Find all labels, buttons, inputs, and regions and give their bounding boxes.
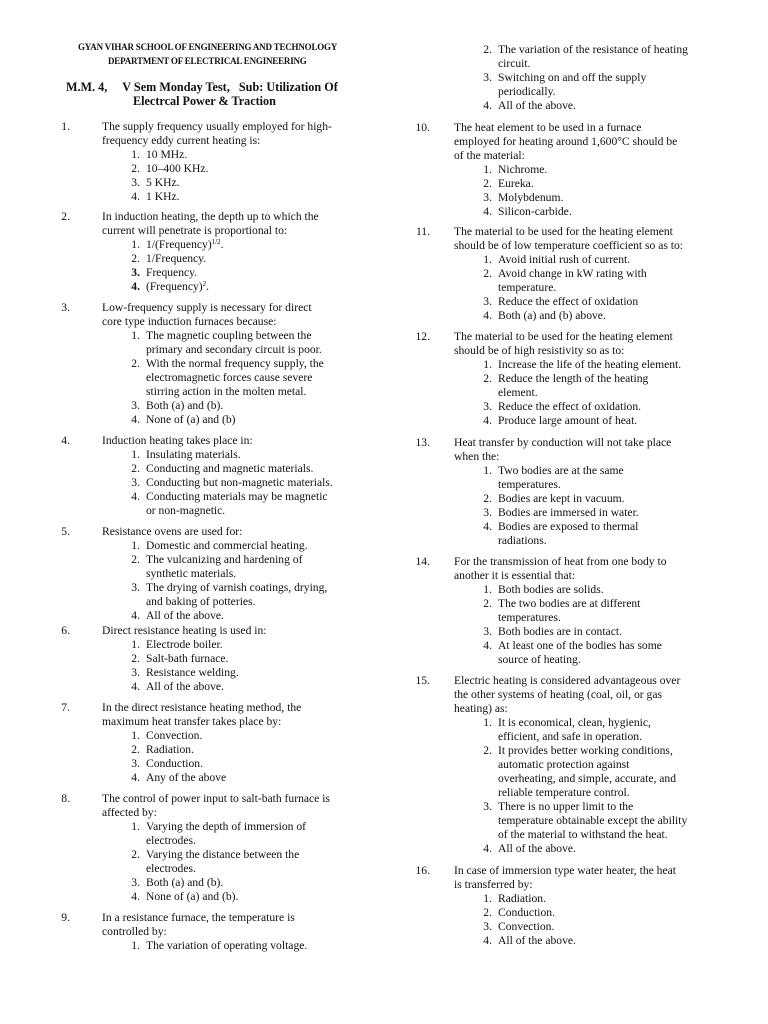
option-item — [472, 492, 762, 506]
option-text: primary and secondary circuit is poor. — [146, 343, 322, 356]
option-number: 1. — [483, 583, 492, 596]
option-text: Both (a) and (b) above. — [498, 309, 606, 322]
option-item — [120, 553, 378, 581]
option-number: 1. — [131, 820, 140, 833]
option-number: 4. — [131, 609, 140, 622]
option-number: 4. — [131, 771, 140, 784]
option-number: 2. — [131, 357, 140, 370]
question-text: In a resistance furnace, the temperature is — [102, 911, 295, 924]
option-item — [120, 820, 378, 848]
option-number: 1. — [483, 892, 492, 905]
option-text: 1 KHz. — [146, 190, 180, 203]
question-number: 2. — [61, 210, 70, 223]
option-item — [472, 744, 762, 800]
option-number: 3. — [131, 757, 140, 770]
question-item — [384, 555, 768, 583]
option-text: 1/Frequency. — [146, 252, 207, 265]
option-text: Both bodies are solids. — [498, 583, 604, 596]
question-text: Electric heating is considered advantageous over — [454, 674, 681, 687]
option-text: Conducting and magnetic materials. — [146, 462, 314, 475]
option-text: 1/(Frequency)$^{1/2}$. — [146, 238, 224, 251]
option-text: Resistance welding. — [146, 666, 239, 679]
option-text: All of the above. — [146, 609, 224, 622]
question-text: Induction heating takes place in: — [102, 434, 253, 447]
question-text: The supply frequency usually employed for high- — [102, 120, 332, 133]
question-number: 4. — [61, 434, 70, 447]
option-text: overheating, and simple, accurate, and — [498, 772, 677, 785]
test-title-line2: Electrcal Power & Traction — [133, 94, 276, 108]
option-number: 3. — [131, 176, 140, 189]
question-number: 11. — [415, 225, 430, 238]
option-text: Avoid change in kW rating with — [498, 267, 647, 280]
option-item — [120, 252, 378, 266]
option-text: Radiation. — [146, 743, 194, 756]
test-title-line1: M.M. 4, V Sem Monday Test, Sub: Utilization Of — [66, 80, 338, 94]
option-text: electrodes. — [146, 862, 196, 875]
option-item — [472, 205, 762, 219]
option-text: Both bodies are in contact. — [498, 625, 622, 638]
option-number: 3. — [131, 581, 140, 594]
question-text: Resistance ovens are used for: — [102, 525, 243, 538]
option-item — [472, 520, 762, 548]
option-item — [120, 680, 378, 694]
option-item — [120, 609, 378, 623]
question-number: 6. — [61, 624, 70, 637]
option-text: Any of the above — [146, 771, 227, 784]
question-number: 14. — [415, 555, 430, 568]
option-item — [120, 539, 378, 553]
question-text: In case of immersion type water heater, the heat — [454, 864, 676, 877]
option-text: circuit. — [498, 57, 531, 70]
option-text: All of the above. — [146, 680, 224, 693]
option-number: 3. — [131, 476, 140, 489]
option-number: 3. — [131, 876, 140, 889]
option-number: 2. — [131, 162, 140, 175]
option-number: 2. — [483, 43, 492, 56]
option-number: 3. — [483, 506, 492, 519]
question-text: the other systems of heating (coal, oil, or gas — [454, 688, 662, 701]
option-number: 2. — [483, 372, 492, 385]
option-text: periodically. — [498, 85, 556, 98]
question-text: The heat element to be used in a furnace — [454, 121, 642, 134]
question-item — [384, 121, 768, 163]
question-item — [384, 330, 768, 358]
option-item — [120, 329, 378, 357]
option-item — [472, 625, 762, 639]
option-item — [472, 253, 762, 267]
option-number: 3. — [131, 666, 140, 679]
option-number: 3. — [483, 191, 492, 204]
question-text: when the: — [454, 450, 500, 463]
question-text: heating) as: — [454, 702, 508, 715]
option-number: 3. — [131, 266, 140, 279]
option-text: efficient, and safe in operation. — [498, 730, 643, 743]
option-item — [472, 906, 762, 920]
option-text: The two bodies are at different — [498, 597, 641, 610]
option-text: Domestic and commercial heating. — [146, 539, 308, 552]
option-number: 4. — [483, 842, 492, 855]
option-number: 1. — [131, 539, 140, 552]
option-item — [472, 400, 762, 414]
option-number: 2. — [131, 462, 140, 475]
option-text: synthetic materials. — [146, 567, 237, 580]
option-item — [120, 238, 378, 252]
option-text: Conducting materials may be magnetic — [146, 490, 328, 503]
option-text: Produce large amount of heat. — [498, 414, 638, 427]
question-text: affected by: — [102, 806, 157, 819]
option-number: 1. — [131, 939, 140, 952]
option-text: There is no upper limit to the — [498, 800, 634, 813]
option-item — [472, 267, 762, 295]
option-number: 1. — [131, 729, 140, 742]
option-text: It is economical, clean, hygienic, — [498, 716, 651, 729]
department-name: DEPARTMENT OF ELECTRICAL ENGINEERING — [108, 56, 307, 66]
question-text: In induction heating, the depth up to which the — [102, 210, 319, 223]
option-item — [120, 413, 378, 427]
option-number: 3. — [483, 800, 492, 813]
option-text: All of the above. — [498, 99, 576, 112]
question-item — [384, 225, 768, 253]
option-item — [472, 99, 762, 113]
option-text: electromagnetic forces cause severe — [146, 371, 313, 384]
option-number: 3. — [131, 399, 140, 412]
option-text: temperature. — [498, 281, 557, 294]
option-number: 1. — [131, 638, 140, 651]
option-number: 4. — [483, 414, 492, 427]
option-item — [120, 280, 378, 294]
option-item — [472, 716, 762, 744]
option-text: temperature obtainable except the ability — [498, 814, 688, 827]
option-number: 3. — [483, 920, 492, 933]
option-text: Two bodies are at the same — [498, 464, 624, 477]
option-number: 2. — [483, 744, 492, 757]
option-text: Varying the depth of immersion of — [146, 820, 307, 833]
option-item — [472, 163, 762, 177]
option-text: of the material to withstand the heat. — [498, 828, 668, 841]
question-text: Direct resistance heating is used in: — [102, 624, 267, 637]
option-item — [472, 920, 762, 934]
option-item — [120, 581, 378, 609]
option-number: 2. — [131, 652, 140, 665]
option-number: 2. — [131, 743, 140, 756]
option-item — [120, 652, 378, 666]
option-text: The drying of varnish coatings, drying, — [146, 581, 328, 594]
option-text: Increase the life of the heating element. — [498, 358, 682, 371]
option-number: 1. — [483, 163, 492, 176]
option-text: temperatures. — [498, 611, 561, 624]
option-item — [120, 176, 378, 190]
option-number: 3. — [483, 295, 492, 308]
option-text: temperatures. — [498, 478, 561, 491]
option-item — [472, 309, 762, 323]
question-text: employed for heating around 1,600°C should be — [454, 135, 678, 148]
question-number: 10. — [415, 121, 430, 134]
question-item — [0, 792, 384, 820]
option-text: Varying the distance between the — [146, 848, 300, 861]
question-text: Heat transfer by conduction will not take place — [454, 436, 672, 449]
option-number: 4. — [131, 890, 140, 903]
option-item — [472, 414, 762, 428]
question-number: 12. — [415, 330, 430, 343]
option-text: Reduce the length of the heating — [498, 372, 649, 385]
option-number: 1. — [131, 448, 140, 461]
question-item — [0, 701, 384, 729]
question-item — [0, 210, 384, 238]
option-text: Conducting but non-magnetic materials. — [146, 476, 333, 489]
option-item — [472, 892, 762, 906]
option-number: 1. — [483, 716, 492, 729]
option-text: The variation of the resistance of heating — [498, 43, 688, 56]
option-text: All of the above. — [498, 842, 576, 855]
option-number: 2. — [131, 553, 140, 566]
question-text: The material to be used for the heating element — [454, 330, 673, 343]
option-text: stirring action in the molten metal. — [146, 385, 307, 398]
question-text: For the transmission of heat from one body to — [454, 555, 667, 568]
superscript: 1/2 — [211, 238, 221, 246]
option-number: 4. — [131, 190, 140, 203]
option-text: Eureka. — [498, 177, 534, 190]
option-text: All of the above. — [498, 934, 576, 947]
option-text: Insulating materials. — [146, 448, 241, 461]
option-item — [120, 448, 378, 462]
option-text: 10 MHz. — [146, 148, 188, 161]
question-text: The control of power input to salt-bath furnace is — [102, 792, 330, 805]
option-item — [120, 890, 378, 904]
option-number: 3. — [483, 400, 492, 413]
question-item — [384, 864, 768, 892]
option-number: 2. — [483, 597, 492, 610]
option-text: At least one of the bodies has some — [498, 639, 662, 652]
option-number: 4. — [483, 639, 492, 652]
option-text: Bodies are exposed to thermal — [498, 520, 639, 533]
option-text: and baking of potteries. — [146, 595, 256, 608]
question-number: 9. — [61, 911, 70, 924]
question-text: should be of high resistivity so as to: — [454, 344, 625, 357]
option-item — [120, 399, 378, 413]
option-text: automatic protection against — [498, 758, 630, 771]
option-item — [120, 771, 378, 785]
option-item — [472, 639, 762, 667]
option-number: 4. — [483, 520, 492, 533]
option-item — [120, 876, 378, 890]
option-item — [472, 464, 762, 492]
option-item — [120, 490, 378, 518]
option-number: 1. — [483, 464, 492, 477]
option-item — [120, 357, 378, 399]
option-item — [472, 43, 762, 71]
option-item — [472, 71, 762, 99]
option-number: 2. — [483, 267, 492, 280]
question-number: 13. — [415, 436, 430, 449]
option-text: None of (a) and (b). — [146, 890, 239, 903]
option-number: 2. — [131, 252, 140, 265]
option-number: 3. — [483, 625, 492, 638]
option-number: 4. — [131, 280, 140, 293]
option-text: element. — [498, 386, 538, 399]
option-text: Reduce the effect of oxidation. — [498, 400, 642, 413]
option-text: Convection. — [146, 729, 203, 742]
option-text: Nichrome. — [498, 163, 548, 176]
question-number: 3. — [61, 301, 70, 314]
question-text: controlled by: — [102, 925, 167, 938]
option-item — [472, 191, 762, 205]
option-text: Switching on and off the supply — [498, 71, 647, 84]
option-text: or non-magnetic. — [146, 504, 226, 517]
option-text: 10–400 KHz. — [146, 162, 209, 175]
question-number: 8. — [61, 792, 70, 805]
option-item — [120, 162, 378, 176]
option-item — [120, 848, 378, 876]
question-text: maximum heat transfer takes place by: — [102, 715, 282, 728]
option-text: Conduction. — [146, 757, 204, 770]
option-item — [472, 583, 762, 597]
option-text: Convection. — [498, 920, 555, 933]
question-text: In the direct resistance heating method, the — [102, 701, 302, 714]
option-item — [120, 939, 378, 953]
option-number: 4. — [131, 413, 140, 426]
question-text: core type induction furnaces because: — [102, 315, 277, 328]
option-text: The variation of operating voltage. — [146, 939, 308, 952]
option-item — [472, 934, 762, 948]
option-number: 1. — [131, 148, 140, 161]
option-number: 4. — [483, 934, 492, 947]
option-item — [472, 177, 762, 191]
option-text: Avoid initial rush of current. — [498, 253, 631, 266]
option-text: Molybdenum. — [498, 191, 564, 204]
question-item — [0, 911, 384, 939]
option-text: radiations. — [498, 534, 547, 547]
question-text: should be of low temperature coefficient so as to: — [454, 239, 684, 252]
option-number: 1. — [131, 238, 140, 251]
question-item — [384, 674, 768, 716]
question-text: Low-frequency supply is necessary for direct — [102, 301, 312, 314]
option-item — [120, 462, 378, 476]
option-text: source of heating. — [498, 653, 581, 666]
institution-name: GYAN VIHAR SCHOOL OF ENGINEERING AND TECHNOLOGY — [78, 42, 338, 52]
option-item — [120, 190, 378, 204]
question-number: 16. — [415, 864, 430, 877]
option-number: 2. — [483, 906, 492, 919]
question-text: another it is essential that: — [454, 569, 576, 582]
option-item — [120, 757, 378, 771]
option-text: Bodies are kept in vacuum. — [498, 492, 625, 505]
option-number: 4. — [483, 205, 492, 218]
option-item — [120, 638, 378, 652]
option-text: Radiation. — [498, 892, 546, 905]
option-number: 3. — [483, 71, 492, 84]
option-text: 5 KHz. — [146, 176, 180, 189]
question-item — [0, 120, 384, 148]
question-text: The material to be used for the heating element — [454, 225, 673, 238]
option-text: With the normal frequency supply, the — [146, 357, 324, 370]
question-item — [0, 434, 384, 448]
option-item — [472, 506, 762, 520]
option-item — [120, 743, 378, 757]
option-number: 1. — [131, 329, 140, 342]
option-text: The magnetic coupling between the — [146, 329, 312, 342]
option-text: Both (a) and (b). — [146, 399, 224, 412]
option-number: 2. — [483, 492, 492, 505]
option-number: 4. — [131, 680, 140, 693]
option-number: 2. — [483, 177, 492, 190]
option-text: Reduce the effect of oxidation — [498, 295, 639, 308]
question-item — [0, 301, 384, 329]
option-text: Salt-bath furnace. — [146, 652, 229, 665]
question-text: is transferred by: — [454, 878, 533, 891]
question-item — [0, 525, 384, 539]
question-text: current will penetrate is proportional to: — [102, 224, 288, 237]
option-text: Bodies are immersed in water. — [498, 506, 639, 519]
option-item — [120, 148, 378, 162]
question-item — [0, 624, 384, 638]
question-number: 15. — [415, 674, 430, 687]
option-item — [472, 597, 762, 625]
option-text: None of (a) and (b) — [146, 413, 236, 426]
option-text: Frequency. — [146, 266, 198, 279]
option-item — [472, 842, 762, 856]
option-number: 1. — [483, 358, 492, 371]
option-text: The vulcanizing and hardening of — [146, 553, 303, 566]
option-item — [472, 358, 762, 372]
option-text: Silicon-carbide. — [498, 205, 572, 218]
question-number: 5. — [61, 525, 70, 538]
superscript: 2 — [202, 280, 207, 288]
option-number: 4. — [131, 490, 140, 503]
option-item — [120, 476, 378, 490]
option-item — [120, 266, 378, 280]
question-text: of the material: — [454, 149, 525, 162]
question-text: frequency eddy current heating is: — [102, 134, 261, 147]
question-number: 1. — [61, 120, 70, 133]
option-text: reliable temperature control. — [498, 786, 630, 799]
option-text: electrodes. — [146, 834, 196, 847]
option-number: 4. — [483, 99, 492, 112]
option-number: 2. — [131, 848, 140, 861]
option-text: Both (a) and (b). — [146, 876, 224, 889]
option-number: 4. — [483, 309, 492, 322]
option-number: 1. — [483, 253, 492, 266]
option-text: (Frequency)$^2$. — [146, 280, 210, 293]
option-text: Conduction. — [498, 906, 556, 919]
option-text: It provides better working conditions, — [498, 744, 673, 757]
option-item — [120, 729, 378, 743]
option-text: Electrode boiler. — [146, 638, 223, 651]
question-number: 7. — [61, 701, 70, 714]
option-item — [120, 666, 378, 680]
option-item — [472, 800, 762, 842]
option-item — [472, 372, 762, 400]
option-item — [472, 295, 762, 309]
question-item — [384, 436, 768, 464]
